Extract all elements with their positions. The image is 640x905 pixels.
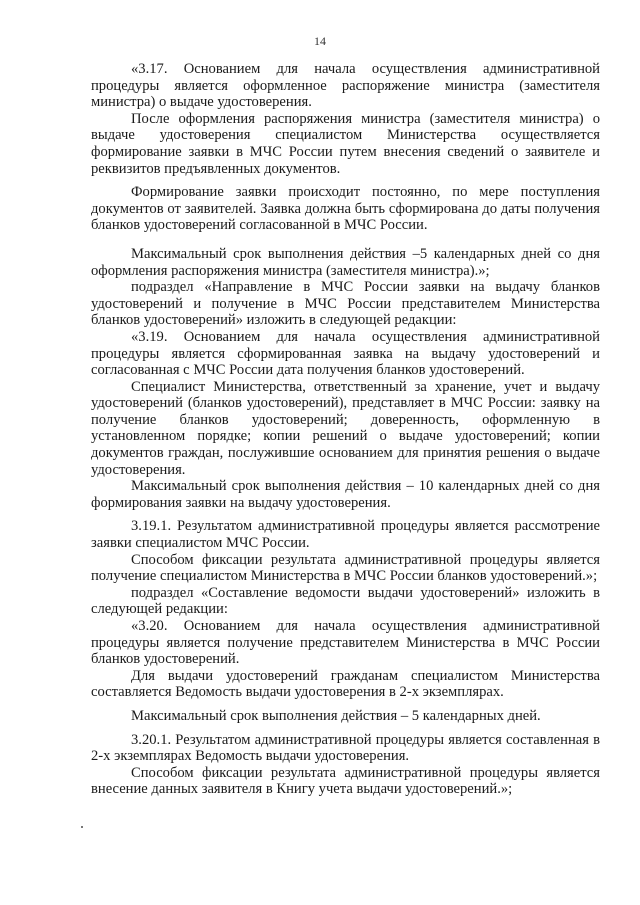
document-body <box>91 61 600 798</box>
paragraph: После оформления распоряжения министра (заместителя министра) о выдаче удостоверения специалистом Министерства осуществляется формирование заявки в МЧС России путем внесения сведений о заявителе и реквизитов предъявленных документов. <box>91 110 600 177</box>
paragraph-3-17: «3.17. Основанием для начала осуществления административной процедуры является оформленное распоряжение министра (заместителя министра) о выдаче удостоверения. <box>91 61 600 111</box>
paragraph: Максимальный срок выполнения действия – 10 календарных дней со дня формирования заявки на выдачу удостоверения. <box>91 478 600 511</box>
scan-speck <box>81 826 83 828</box>
page-number: 14 <box>314 34 326 48</box>
paragraph-3-20-1: 3.20.1. Результатом административной процедуры является составленная в 2-х экземплярах Ведомость выдачи удостоверения. <box>91 731 600 765</box>
paragraph: Формирование заявки происходит постоянно, по мере поступления документов от заявителей. Заявка должна быть сформирована до даты получения бланков удостоверений согласованной в МЧС России. <box>91 184 600 234</box>
paragraph: Специалист Министерства, ответственный за хранение, учет и выдачу удостоверений (бланков удостоверений), представляет в МЧС России: заявку на получение бланков удостоверений; доверенность, оформленную в установленном порядке; копии решений о выдаче удостоверений; копии документов граждан, послужившие основанием для принятия решения о выдаче удостоверения. <box>91 378 600 478</box>
paragraph-3-19-1: 3.19.1. Результатом административной процедуры является рассмотрение заявки специалистом МЧС России. <box>91 518 600 552</box>
paragraph-subsection-heading: подраздел «Составление ведомости выдачи удостоверений» изложить в следующей редакции: <box>91 584 600 618</box>
paragraph-3-19: «3.19. Основанием для начала осуществления административной процедуры является сформированная заявка на выдачу удостоверений и согласованная с МЧС России дата получения бланков удостоверений. <box>91 328 600 379</box>
paragraph-3-20: «3.20. Основанием для начала осуществления административной процедуры является получение представителем Министерства в МЧС России бланков удостоверений. <box>91 618 600 668</box>
paragraph: Максимальный срок выполнения действия – 5 календарных дней. <box>131 707 541 724</box>
paragraph: Для выдачи удостоверений гражданам специалистом Министерства составляется Ведомость выдачи удостоверения в 2-х экземплярах. <box>91 667 600 701</box>
paragraph: Способом фиксации результата административной процедуры является получение специалистом Министерства в МЧС России бланков удостоверений.»; <box>91 551 600 585</box>
paragraph-subsection-heading: подраздел «Направление в МЧС России заявки на выдачу бланков удостоверений и получение в МЧС России представителем Министерства бланков удостоверений» изложить в следующей редакции: <box>91 279 600 329</box>
paragraph: Максимальный срок выполнения действия –5 календарных дней со дня оформления распоряжения министра (заместителя министра).»; <box>91 245 600 279</box>
paragraph: Способом фиксации результата административной процедуры является внесение данных заявителя в Книгу учета выдачи удостоверений.»; <box>91 764 600 798</box>
